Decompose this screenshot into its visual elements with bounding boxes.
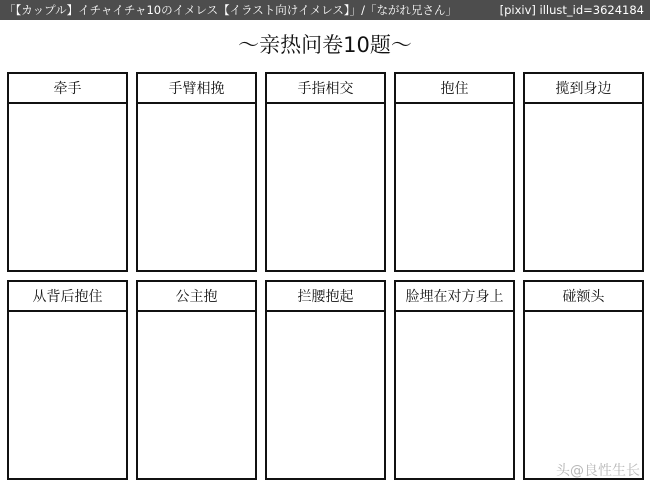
panel-waist-lift bbox=[265, 280, 386, 480]
page-title: ～亲热问卷10题～ bbox=[238, 33, 412, 57]
panel-interlaced-fingers bbox=[265, 72, 386, 272]
panel-drawing-area bbox=[138, 104, 255, 270]
panel-label: 拦腰抱起 bbox=[267, 282, 384, 312]
panel-label: 牵手 bbox=[9, 74, 126, 104]
panel-drawing-area bbox=[267, 104, 384, 270]
panel-drawing-area bbox=[396, 312, 513, 478]
panel-label: 脸埋在对方身上 bbox=[396, 282, 513, 312]
panel-pull-close bbox=[523, 72, 644, 272]
panel-grid bbox=[7, 72, 644, 480]
panel-drawing-area bbox=[267, 312, 384, 478]
panel-label: 手指相交 bbox=[267, 74, 384, 104]
pixiv-id-text: [pixiv] illust_id=3624184 bbox=[499, 3, 644, 17]
panel-drawing-area bbox=[9, 312, 126, 478]
source-bar bbox=[0, 0, 650, 20]
panel-drawing-area bbox=[525, 312, 642, 478]
panel-label: 揽到身边 bbox=[525, 74, 642, 104]
panel-drawing-area bbox=[525, 104, 642, 270]
panel-hug bbox=[394, 72, 515, 272]
panel-back-hug bbox=[7, 280, 128, 480]
panel-hold-hands bbox=[7, 72, 128, 272]
panel-drawing-area bbox=[396, 104, 513, 270]
panel-princess-carry bbox=[136, 280, 257, 480]
panel-arm-in-arm bbox=[136, 72, 257, 272]
panel-label: 抱住 bbox=[396, 74, 513, 104]
panel-forehead-touch bbox=[523, 280, 644, 480]
panel-drawing-area bbox=[138, 312, 255, 478]
panel-face-buried bbox=[394, 280, 515, 480]
panel-label: 碰额头 bbox=[525, 282, 642, 312]
source-text: 「【カップル】イチャイチャ10のイメレス【イラスト向けイメレス】」/「ながれ兄さん」 bbox=[4, 3, 457, 17]
panel-label: 从背后抱住 bbox=[9, 282, 126, 312]
panel-label: 公主抱 bbox=[138, 282, 255, 312]
panel-drawing-area bbox=[9, 104, 126, 270]
panel-label: 手臂相挽 bbox=[138, 74, 255, 104]
watermark: 头@良性生长 bbox=[556, 463, 640, 479]
